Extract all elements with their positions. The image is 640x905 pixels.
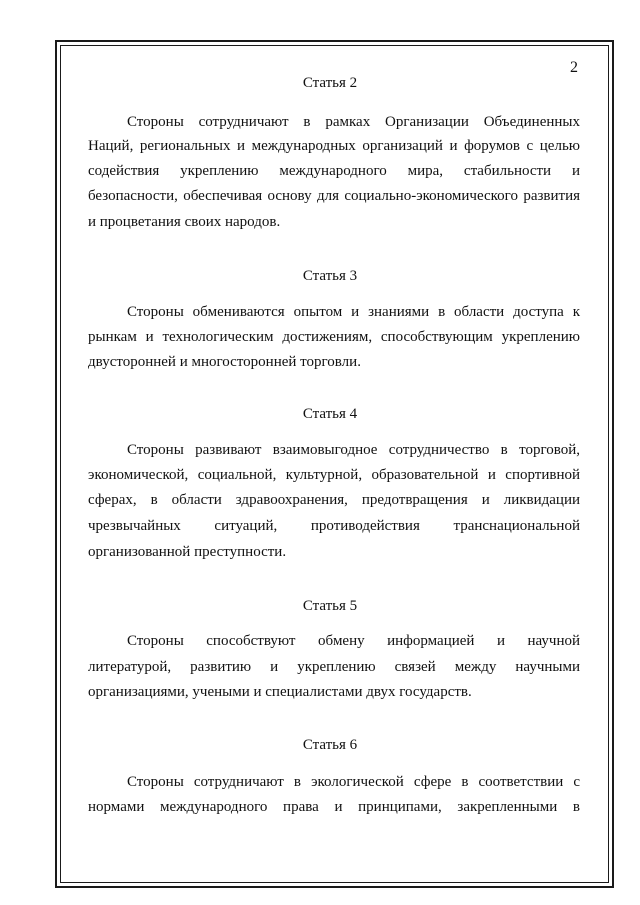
paragraph-line: экономической, социальной, культурной, образовательной и спортивной (88, 467, 580, 483)
article-heading: Статья 2 (302, 75, 358, 91)
paragraph-line: Стороны сотрудничают в рамках Организации Объединенных (127, 114, 580, 130)
article-heading: Статья 6 (302, 737, 358, 753)
paragraph-line: Стороны способствуют обмену информацией и научной (127, 633, 580, 649)
paragraph-line: Стороны обмениваются опытом и знаниями в области доступа к (127, 304, 580, 320)
page-number: 2 (570, 59, 578, 76)
article-heading: Статья 4 (302, 406, 358, 422)
paragraph-line: и процветания своих народов. (88, 214, 281, 230)
paragraph-line: сферах, в области здравоохранения, предотвращения и ликвидации (88, 492, 580, 508)
paragraph-line: Наций, региональных и международных организаций и форумов с целью (88, 138, 580, 154)
paragraph-line: содействия укреплению международного мира, стабильности и (88, 163, 580, 179)
paragraph-line: чрезвычайных ситуаций, противодействия транснациональной (88, 518, 580, 534)
paragraph-line: безопасности, обеспечивая основу для социально-экономического развития (88, 188, 580, 204)
article-heading: Статья 5 (302, 598, 358, 614)
paragraph-line: Стороны сотрудничают в экологической сфере в соответствии с (127, 774, 580, 790)
paragraph-line: организованной преступности. (88, 544, 287, 560)
paragraph-line: литературой, развитию и укреплению связей между научными (88, 659, 580, 675)
paragraph-line: нормами международного права и принципами, закрепленными в (88, 799, 580, 815)
paragraph-line: организациями, учеными и специалистами двух государств. (88, 684, 472, 700)
paragraph-line: двусторонней и многосторонней торговли. (88, 354, 361, 370)
paragraph-line: Стороны развивают взаимовыгодное сотрудничество в торговой, (127, 442, 580, 458)
article-heading: Статья 3 (302, 268, 358, 284)
paragraph-line: рынкам и технологическим достижениям, способствующим укреплению (88, 329, 580, 345)
